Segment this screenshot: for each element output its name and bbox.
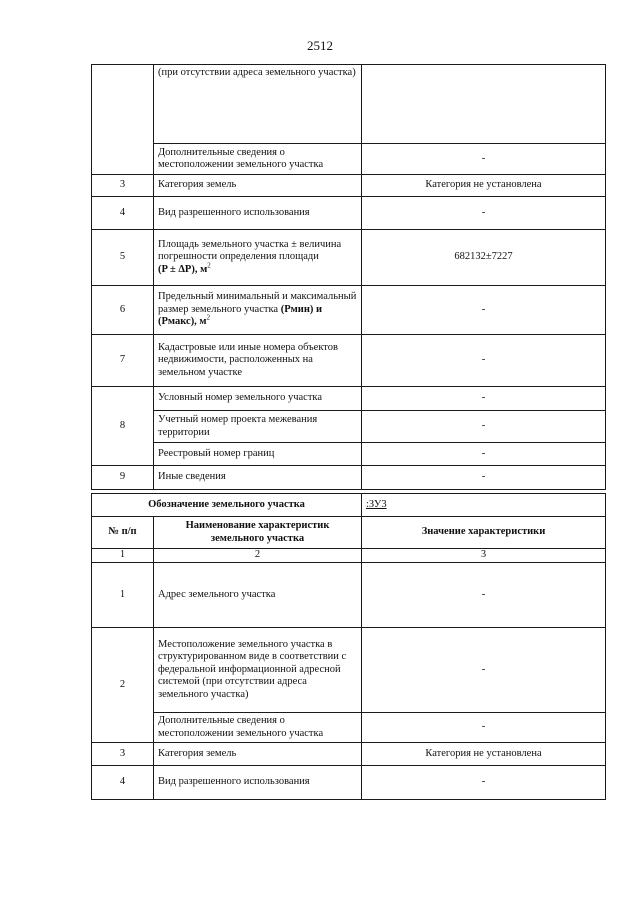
- location-note-value: [362, 65, 606, 144]
- conditional-number-label: Условный номер земельного участка: [154, 387, 362, 411]
- size-limits-formula: (Pмин) и (Pмакс), м: [158, 303, 323, 328]
- size-limits-value: -: [362, 286, 606, 335]
- header-characteristic-value: Значение характеристики: [362, 517, 606, 549]
- row-number: 7: [92, 335, 154, 387]
- area-label: [154, 230, 362, 286]
- characteristics-table-zu3: [91, 493, 606, 800]
- column-index: 3: [362, 549, 606, 563]
- area-value: 682132±7227: [362, 230, 606, 286]
- permitted-use-label: Вид разрешенного использования: [154, 766, 362, 800]
- permitted-use-label: Вид разрешенного использования: [154, 197, 362, 230]
- additional-location-label: Дополнительные сведения о местоположении земельного участка: [154, 713, 362, 743]
- additional-location-label: Дополнительные сведения о местоположении земельного участка: [154, 144, 362, 175]
- cadastral-numbers-value: -: [362, 335, 606, 387]
- registry-boundary-number-label: Реестровый номер границ: [154, 443, 362, 466]
- size-limits-label: [154, 286, 362, 335]
- column-index: 2: [154, 549, 362, 563]
- location-note-label: (при отсутствии адреса земельного участка): [154, 65, 362, 144]
- address-value: -: [362, 563, 606, 628]
- address-label: Адрес земельного участка: [154, 563, 362, 628]
- page-number: 2512: [307, 38, 333, 53]
- land-category-label: Категория земель: [154, 175, 362, 197]
- characteristics-table-continued: [91, 64, 606, 490]
- row-number-cell: [92, 65, 154, 175]
- additional-location-value: -: [362, 144, 606, 175]
- row-number: 1: [92, 563, 154, 628]
- permitted-use-value: -: [362, 766, 606, 800]
- column-index: 1: [92, 549, 154, 563]
- designation-label: Обозначение земельного участка: [92, 494, 362, 517]
- row-number: 4: [92, 197, 154, 230]
- area-label-text: Площадь земельного участка ± величина погрешности определения площади: [158, 238, 342, 263]
- size-limits-unit-exponent: 2: [206, 313, 211, 322]
- area-unit-exponent: 2: [207, 261, 211, 270]
- land-category-value: Категория не установлена: [362, 175, 606, 197]
- designation-value-cell: [362, 494, 606, 517]
- row-number: 6: [92, 286, 154, 335]
- row-number: 4: [92, 766, 154, 800]
- row-number: 9: [92, 466, 154, 490]
- row-number: 3: [92, 743, 154, 766]
- structured-location-value: -: [362, 628, 606, 713]
- row-number: 5: [92, 230, 154, 286]
- row-number: 2: [92, 628, 154, 743]
- other-info-label: Иные сведения: [154, 466, 362, 490]
- size-limits-label-text: Предельный минимальный и максимальный размер земельного участка: [158, 291, 357, 315]
- additional-location-value: -: [362, 713, 606, 743]
- cadastral-numbers-label: Кадастровые или иные номера объектов недвижимости, расположенных на земельном участке: [154, 335, 362, 387]
- other-info-value: -: [362, 466, 606, 490]
- land-category-value: Категория не установлена: [362, 743, 606, 766]
- permitted-use-value: -: [362, 197, 606, 230]
- land-category-label: Категория земель: [154, 743, 362, 766]
- conditional-number-value: -: [362, 387, 606, 411]
- row-number: 3: [92, 175, 154, 197]
- survey-project-number-value: -: [362, 411, 606, 443]
- area-formula: (P ± ΔP), м: [158, 263, 208, 275]
- survey-project-number-label: Учетный номер проекта межевания территории: [154, 411, 362, 443]
- header-number: № п/п: [92, 517, 154, 549]
- registry-boundary-number-value: -: [362, 443, 606, 466]
- row-number: 8: [92, 387, 154, 466]
- structured-location-label: Местоположение земельного участка в структурированном виде в соответствии с федеральной информационной адресной системой (при отсутствии адреса земельного участка): [154, 628, 362, 713]
- designation-value: :ЗУ3: [366, 498, 387, 510]
- header-characteristic-name: Наименование характеристик земельного участка: [154, 517, 362, 549]
